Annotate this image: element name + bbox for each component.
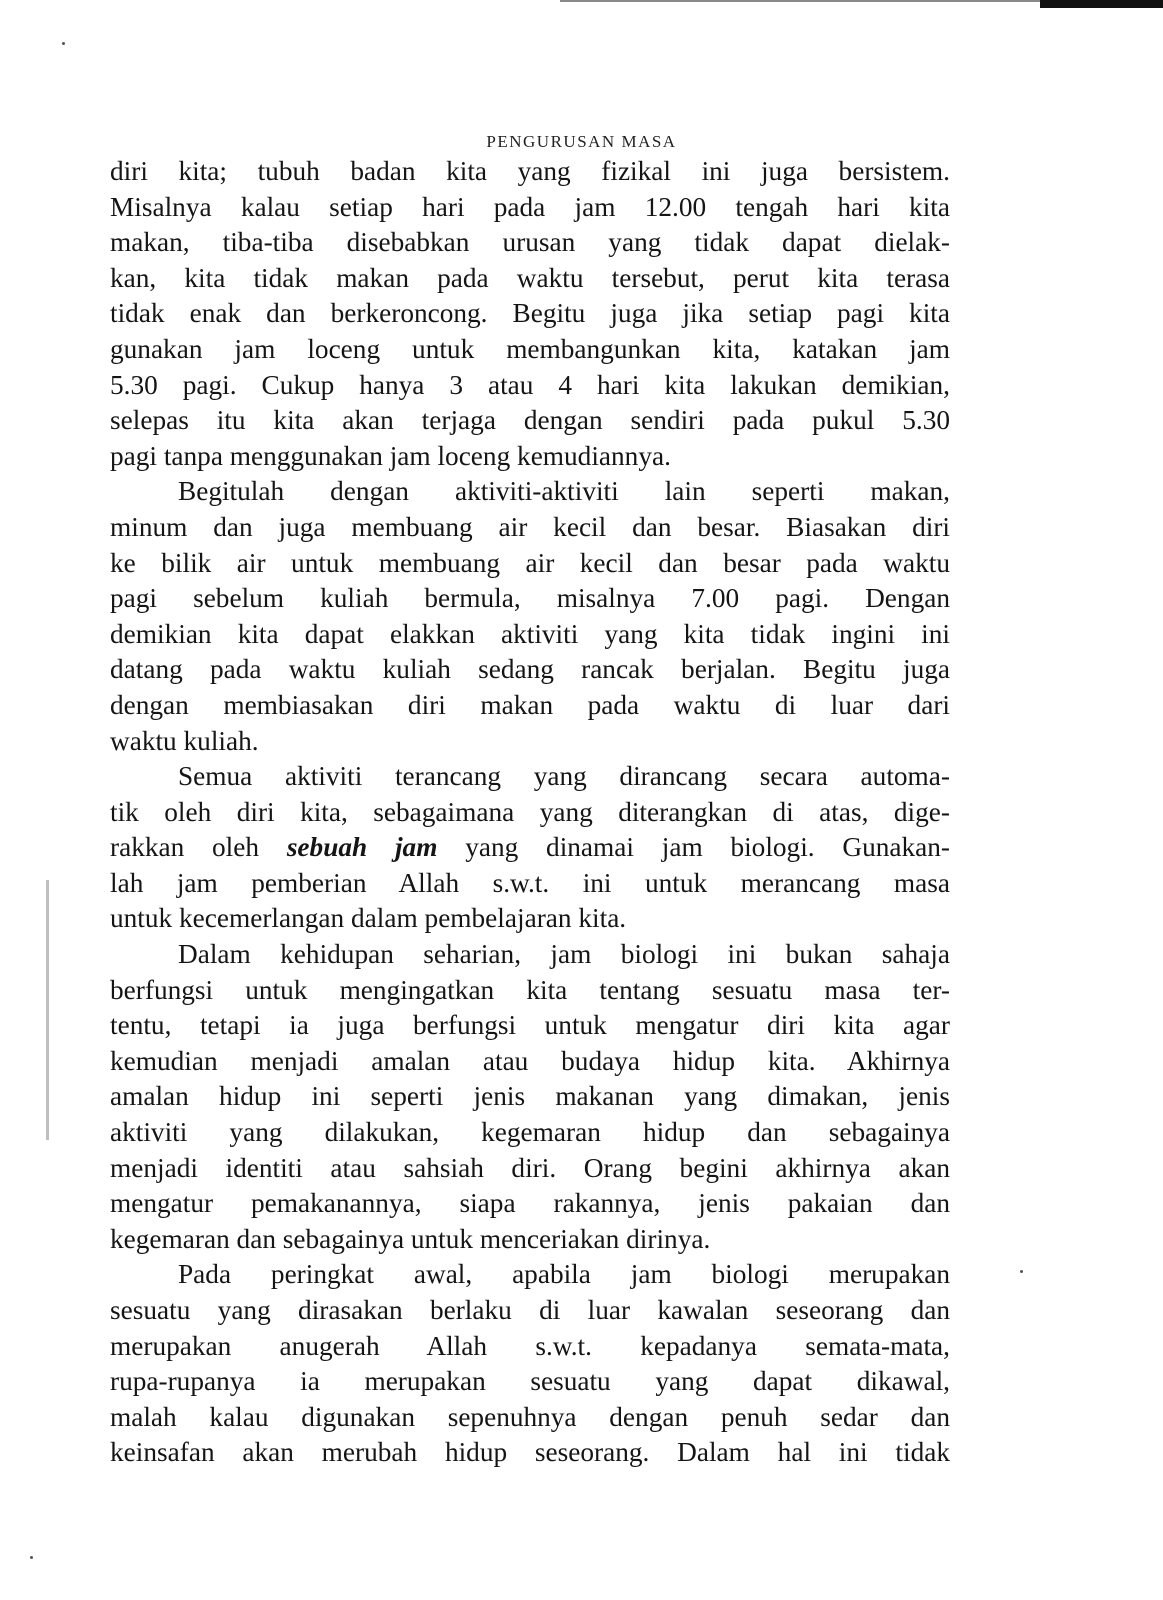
text-line: aktiviti yang dilakukan, kegemaran hidup dan sebagainya — [110, 1117, 950, 1148]
text-line: dengan membiasakan diri makan pada waktu di luar dari — [110, 689, 950, 720]
text-line: diri kita; tubuh badan kita yang fizikal ini juga bersistem. — [110, 156, 950, 186]
paragraph-2 — [110, 474, 950, 759]
paragraph-3 — [110, 759, 950, 937]
text-line: tik oleh diri kita, sebagaimana yang diterangkan di atas, dige- — [110, 796, 950, 827]
text-line: demikian kita dapat elakkan aktiviti yang kita tidak ingini ini — [110, 618, 950, 649]
text-line: Misalnya kalau setiap hari pada jam 12.00 tengah hari kita — [110, 191, 950, 222]
paragraph-1 — [110, 154, 950, 474]
text-line: 5.30 pagi. Cukup hanya 3 atau 4 hari kita lakukan demikian, — [110, 369, 950, 400]
text-line: keinsafan akan merubah hidup seseorang. Dalam hal ini tidak — [110, 1437, 950, 1468]
text-line — [110, 830, 950, 866]
text-line: kan, kita tidak makan pada waktu tersebut, perut kita terasa — [110, 262, 950, 293]
text-line: datang pada waktu kuliah sedang rancak berjalan. Begitu juga — [110, 654, 950, 685]
text-line: lah jam pemberian Allah s.w.t. ini untuk merancang masa — [110, 867, 950, 898]
scan-speck — [30, 1556, 33, 1559]
text-segment: yang dinamai jam biologi. Gunakan- — [437, 832, 951, 863]
body-text — [110, 154, 950, 1471]
text-line: gunakan jam loceng untuk membangunkan kita, katakan jam — [110, 333, 950, 364]
text-line: waktu kuliah. — [110, 725, 259, 756]
text-segment: rakkan oleh — [110, 832, 287, 863]
emphasized-text: sebuah jam — [286, 832, 438, 863]
running-header: PENGURUSAN MASA — [486, 132, 677, 151]
text-line: sesuatu yang dirasakan berlaku di luar kawalan seseorang dan — [110, 1295, 950, 1325]
text-line: berfungsi untuk mengingatkan kita tentang sesuatu masa ter- — [110, 974, 950, 1005]
text-line: makan, tiba-tiba disebabkan urusan yang tidak dapat dielak- — [110, 227, 950, 258]
text-line: tentu, tetapi ia juga berfungsi untuk mengatur diri kita agar — [110, 1010, 950, 1041]
paragraph-5 — [110, 1257, 950, 1471]
text-line: selepas itu kita akan terjaga dengan sendiri pada pukul 5.30 — [110, 405, 950, 436]
scan-speck — [62, 42, 65, 45]
text-line: mengatur pemakanannya, siapa rakannya, jenis pakaian dan — [110, 1188, 950, 1219]
text-line: Semua aktiviti terancang yang dirancang secara automa- — [178, 761, 950, 792]
text-line: untuk kecemerlangan dalam pembelajaran kita. — [110, 903, 627, 934]
scan-top-bar — [1040, 0, 1163, 8]
text-line: kegemaran dan sebagainya untuk menceriakan dirinya. — [110, 1223, 711, 1254]
text-line: minum dan juga membuang air kecil dan besar. Biasakan diri — [110, 511, 950, 542]
text-line: Dalam kehidupan seharian, jam biologi ini bukan sahaja — [178, 939, 950, 970]
text-line: pagi tanpa menggunakan jam loceng kemudiannya. — [110, 440, 671, 471]
text-line: Begitulah dengan aktiviti-aktiviti lain seperti makan, — [178, 476, 950, 507]
text-line: amalan hidup ini seperti jenis makanan yang dimakan, jenis — [110, 1081, 950, 1112]
text-line: menjadi identiti atau sahsiah diri. Orang begini akhirnya akan — [110, 1152, 950, 1183]
text-line: pagi sebelum kuliah bermula, misalnya 7.00 pagi. Dengan — [110, 583, 950, 614]
scan-binding-edge — [46, 880, 49, 1140]
text-line: kemudian menjadi amalan atau budaya hidup kita. Akhirnya — [110, 1045, 950, 1076]
text-line: malah kalau digunakan sepenuhnya dengan penuh sedar dan — [110, 1401, 950, 1432]
scan-top-line — [560, 0, 1040, 2]
text-line: merupakan anugerah Allah s.w.t. kepadanya semata-mata, — [110, 1330, 950, 1361]
text-line: Pada peringkat awal, apabila jam biologi merupakan — [178, 1259, 950, 1290]
paragraph-4 — [110, 937, 950, 1257]
scan-speck — [1020, 1270, 1023, 1273]
text-line: ke bilik air untuk membuang air kecil dan besar pada waktu — [110, 547, 950, 578]
text-line: rupa-rupanya ia merupakan sesuatu yang dapat dikawal, — [110, 1366, 950, 1397]
text-line: tidak enak dan berkeroncong. Begitu juga jika setiap pagi kita — [110, 298, 950, 329]
